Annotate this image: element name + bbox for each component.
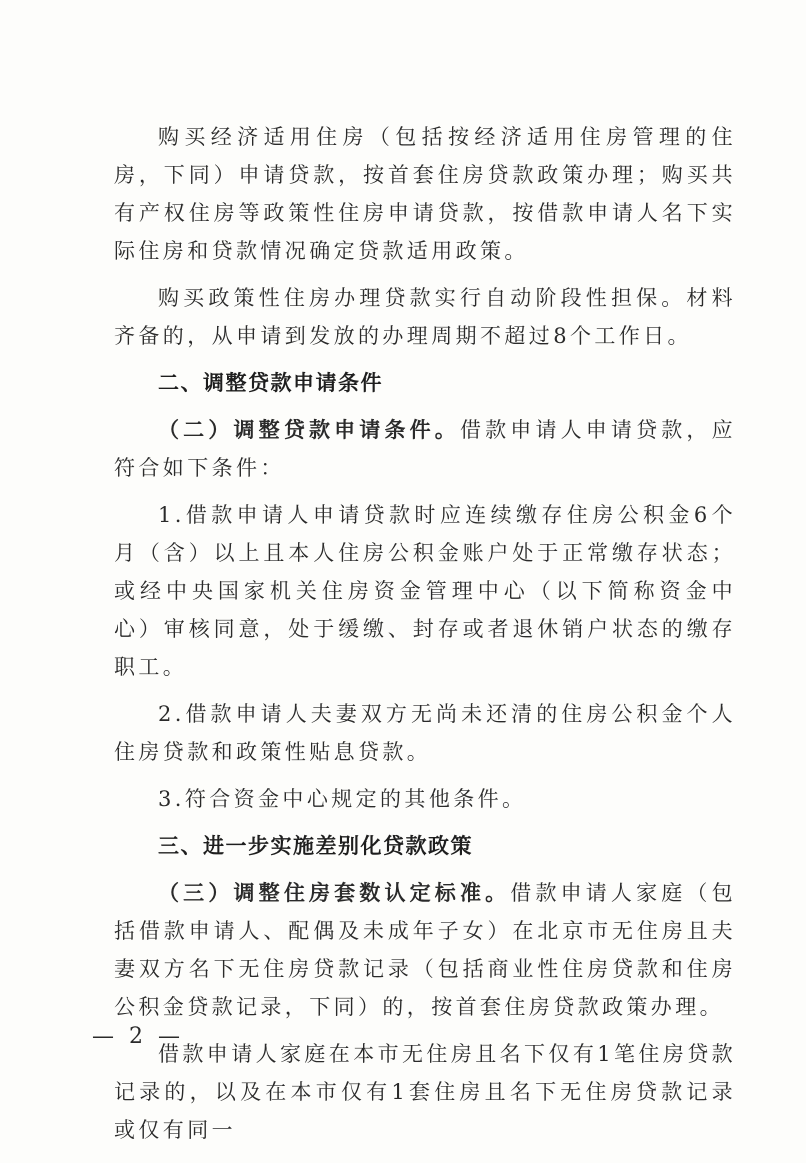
paragraph-conditions-intro	[114, 411, 736, 487]
paragraph-second-home: 借款申请人家庭在本市无住房且名下仅有1笔住房贷款记录的，以及在本市仅有1套住房且名下无住房贷款记录或仅有同一	[114, 1042, 736, 1142]
page-number: — 2 —	[92, 1024, 184, 1049]
paragraph-housing-count	[114, 874, 736, 1026]
paragraph-condition-3: 3.符合资金中心规定的其他条件。	[158, 787, 527, 811]
paragraph-text: 借款申请人申请贷款，应符合如下条件：	[114, 418, 736, 480]
paragraph-condition-1: 1.借款申请人申请贷款时应连续缴存住房公积金6个月（含）以上且本人住房公积金账户处于正常缴存状态；或经中央国家机关住房资金管理中心（以下简称资金中心）审核同意，处于缓缴、封存或者退休销户状态的缴存职工。	[114, 503, 736, 679]
paragraph-lead: （三）调整住房套数认定标准。	[158, 881, 511, 905]
paragraph-affordable-housing: 购买经济适用住房（包括按经济适用住房管理的住房，下同）申请贷款，按首套住房贷款政策办理；购买共有产权住房等政策性住房申请贷款，按借款申请人名下实际住房和贷款情况确定贷款适用政策。	[114, 125, 736, 263]
paragraph-lead: （二）调整贷款申请条件。	[158, 418, 460, 442]
section-heading-3: 三、进一步实施差别化贷款政策	[158, 834, 473, 858]
paragraph-text: 借款申请人家庭（包括借款申请人、配偶及未成年子女）在北京市无住房且夫妻双方名下无住房贷款记录（包括商业性住房贷款和住房公积金贷款记录，下同）的，按首套住房贷款政策办理。	[114, 881, 736, 1019]
paragraph-condition-2: 2.借款申请人夫妻双方无尚未还清的住房公积金个人住房贷款和政策性贴息贷款。	[114, 702, 736, 764]
document-body	[114, 118, 736, 1158]
paragraph-guarantee: 购买政策性住房办理贷款实行自动阶段性担保。材料齐备的，从申请到发放的办理周期不超过8个工作日。	[114, 286, 736, 348]
section-heading-2: 二、调整贷款申请条件	[158, 371, 383, 395]
